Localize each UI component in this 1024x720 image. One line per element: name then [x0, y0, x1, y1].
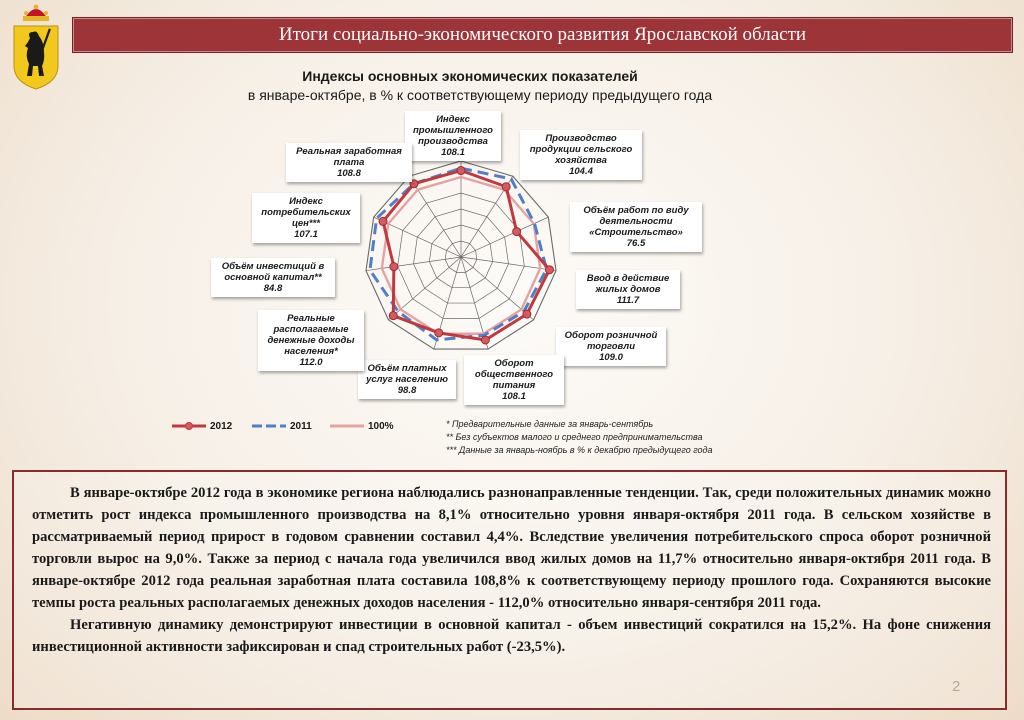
series-point-8 — [389, 312, 397, 320]
category-label-2 — [520, 130, 642, 180]
legend-label-2011: 2011 — [290, 420, 312, 432]
category-label-5 — [556, 327, 666, 366]
series-point-10 — [379, 217, 387, 225]
series-point-5 — [523, 310, 531, 318]
slide-title: Итоги социально-экономического развития Ярославской области — [278, 24, 807, 45]
legend-swatch-2012 — [172, 421, 206, 431]
summary-paragraph-1: В январе-октябре 2012 года в экономике региона наблюдались разнонаправленные тенденции. Так, среди положительных динамик можно отметить рост индекса промышленного производства на 8,1% относительно уровня января-октября 2011 года. В сельском хозяйстве в рассматриваемый период прирост в годовом сравнении составил 4,4%. Вследствие увеличения потребительского спроса оборот розничной торговли вырос на 9,0%. Также за период с начала года увеличился ввод жилых домов на 11,7% относительно января-октября 2011 года. В январе-октябре 2012 года реальная заработная плата составила 108,8% к соответствующему периоду прошлого года. Сохраняются высокие темпы роста реальных располагаемых денежных доходов населения - 112,0% относительно января-сентября 2011 года. — [32, 485, 991, 611]
category-label-3 — [570, 202, 702, 252]
footnote-2: ** Без субъектов малого и среднего предпринимательства — [446, 432, 703, 442]
data-label-7: 98.8 — [397, 385, 417, 396]
footnotes — [446, 418, 806, 457]
series-point-6 — [481, 336, 489, 344]
category-name-1: Индекс промышленного производства — [413, 114, 493, 147]
data-label-6: 108.1 — [502, 391, 526, 402]
data-label-11: 108.8 — [337, 168, 361, 179]
category-label-6 — [464, 355, 564, 405]
footnote-3: *** Данные за январь-ноябрь в % к декабрю предыдущего года — [446, 445, 713, 455]
category-name-5: Оборот розничной торговли — [564, 330, 658, 352]
legend-item-100 — [330, 417, 394, 435]
data-label-2: 104.4 — [569, 166, 593, 177]
series-point-1 — [457, 167, 465, 175]
data-label-10: 107.1 — [294, 229, 318, 240]
series-point-4 — [545, 266, 553, 274]
series-point-3 — [513, 228, 521, 236]
legend-swatch-2011 — [252, 421, 286, 431]
category-name-2: Производство продукции сельского хозяйства — [529, 133, 633, 166]
footnote-1: * Предварительные данные за январь-сентябрь — [446, 419, 654, 429]
data-label-9: 84.8 — [263, 283, 283, 294]
chart-subtitle: в январе-октябре, в % к соответствующему периоду предыдущего года — [247, 87, 713, 103]
category-label-1 — [405, 111, 501, 161]
data-label-5: 109.0 — [599, 352, 623, 363]
data-label-4: 111.7 — [616, 295, 640, 306]
category-name-6: Оборот общественного питания — [474, 358, 554, 391]
legend-swatch-100 — [330, 421, 364, 431]
category-label-9 — [211, 258, 335, 297]
legend-label-2012: 2012 — [210, 420, 233, 432]
data-label-3: 76.5 — [626, 238, 646, 249]
summary-paragraph-2: Негативную динамику демонстрируют инвестиции в основной капитал - объем инвестиций сократился на 15,2%. На фоне снижения инвестиционной активности зафиксирован и спад строительных работ (-23,5%). — [32, 617, 991, 655]
category-name-4: Ввод в действие жилых домов — [586, 273, 670, 295]
data-label-1: 108.1 — [441, 147, 465, 158]
legend-label-100: 100% — [368, 420, 394, 432]
page-number: 2 — [952, 678, 961, 695]
grid-spoke-8 — [388, 257, 461, 320]
category-label-7 — [358, 360, 456, 399]
category-name-10: Индекс потребительских цен*** — [261, 196, 351, 229]
legend-item-2011 — [252, 417, 312, 435]
category-label-4 — [576, 270, 680, 309]
chart-title: Индексы основных экономических показателей — [302, 68, 638, 84]
legend-item-2012 — [172, 417, 232, 435]
category-name-7: Объём платных услуг населению — [366, 363, 448, 385]
category-name-9: Объём инвестиций в основной капитал** — [221, 261, 325, 283]
series-point-2 — [502, 183, 510, 191]
category-label-8 — [258, 310, 364, 371]
grid-spoke-9 — [366, 257, 461, 271]
category-label-10 — [252, 193, 360, 243]
series-point-7 — [435, 329, 443, 337]
category-name-11: Реальная заработная плата — [296, 146, 402, 168]
summary-text-box — [12, 470, 1007, 710]
category-name-8: Реальные располагаемые денежные доходы населения* — [267, 313, 355, 357]
series-point-9 — [390, 263, 398, 271]
category-label-11 — [286, 143, 412, 182]
category-name-3: Объём работ по виду деятельности «Строительство» — [583, 205, 689, 238]
grid-spoke-5 — [461, 257, 534, 320]
data-label-8: 112.0 — [299, 357, 323, 368]
